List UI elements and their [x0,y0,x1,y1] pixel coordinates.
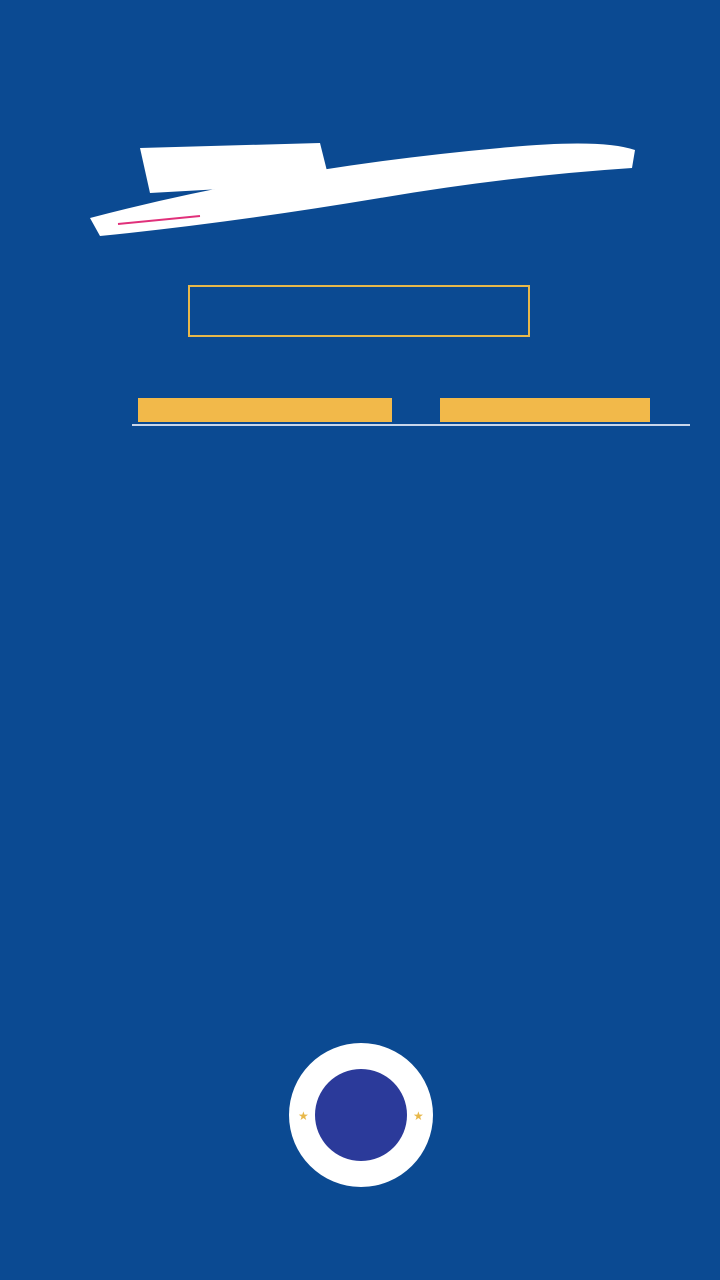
svg-text:★: ★ [413,1109,424,1123]
day-header-terca-quinta [440,398,650,422]
vida-e-movimento-logo [80,88,650,268]
svg-text:★: ★ [298,1109,309,1123]
section-title [188,285,530,337]
schedule-table [132,424,690,426]
tenis-clube-seal [286,1040,436,1190]
day-header-segunda-quarta [138,398,392,422]
